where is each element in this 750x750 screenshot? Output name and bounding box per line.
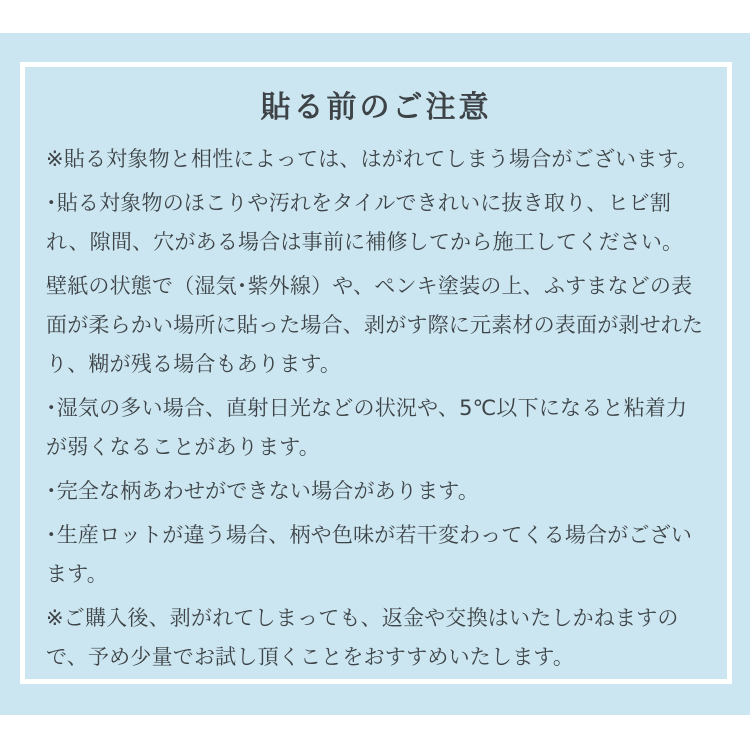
notice-title: 貼る前のご注意 <box>260 90 492 125</box>
note-item-production-lot: ･生産ロットが違う場合、柄や色味が若干変わってくる場合がございます。 <box>46 523 693 586</box>
notice-frame <box>20 62 732 684</box>
notice-panel <box>0 33 750 715</box>
note-item-compatibility: ※貼る対象物と相性によっては、はがれてしまう場合がございます。 <box>46 147 699 171</box>
note-item-pattern-matching: ･完全な柄あわせができない場合があります。 <box>46 479 480 503</box>
note-item-surface-prep: ･貼る対象物のほこりや汚れをタイルできれいに抜き取り、ヒビ割れ、隙間、穴がある場合は事前に補修してから施工してください。 <box>46 191 684 254</box>
notice-body <box>25 140 727 677</box>
note-item-wall-condition: 壁紙の状態で（湿気･紫外線）や、ペンキ塗装の上、ふすまなどの表面が柔らかい場所に貼った場合、剥がす際に元素材の表面が剥せれたり、糊が残る場合もあります。 <box>46 274 704 376</box>
note-item-humidity-temperature: ･湿気の多い場合、直射日光などの状況や、5℃以下になると粘着力が弱くなることがあります。 <box>46 396 688 459</box>
note-item-no-refund: ※ご購入後、剥がれてしまっても、返金や交換はいたしかねますので、予め少量でお試し頂くことをおすすめいたします。 <box>46 606 679 669</box>
